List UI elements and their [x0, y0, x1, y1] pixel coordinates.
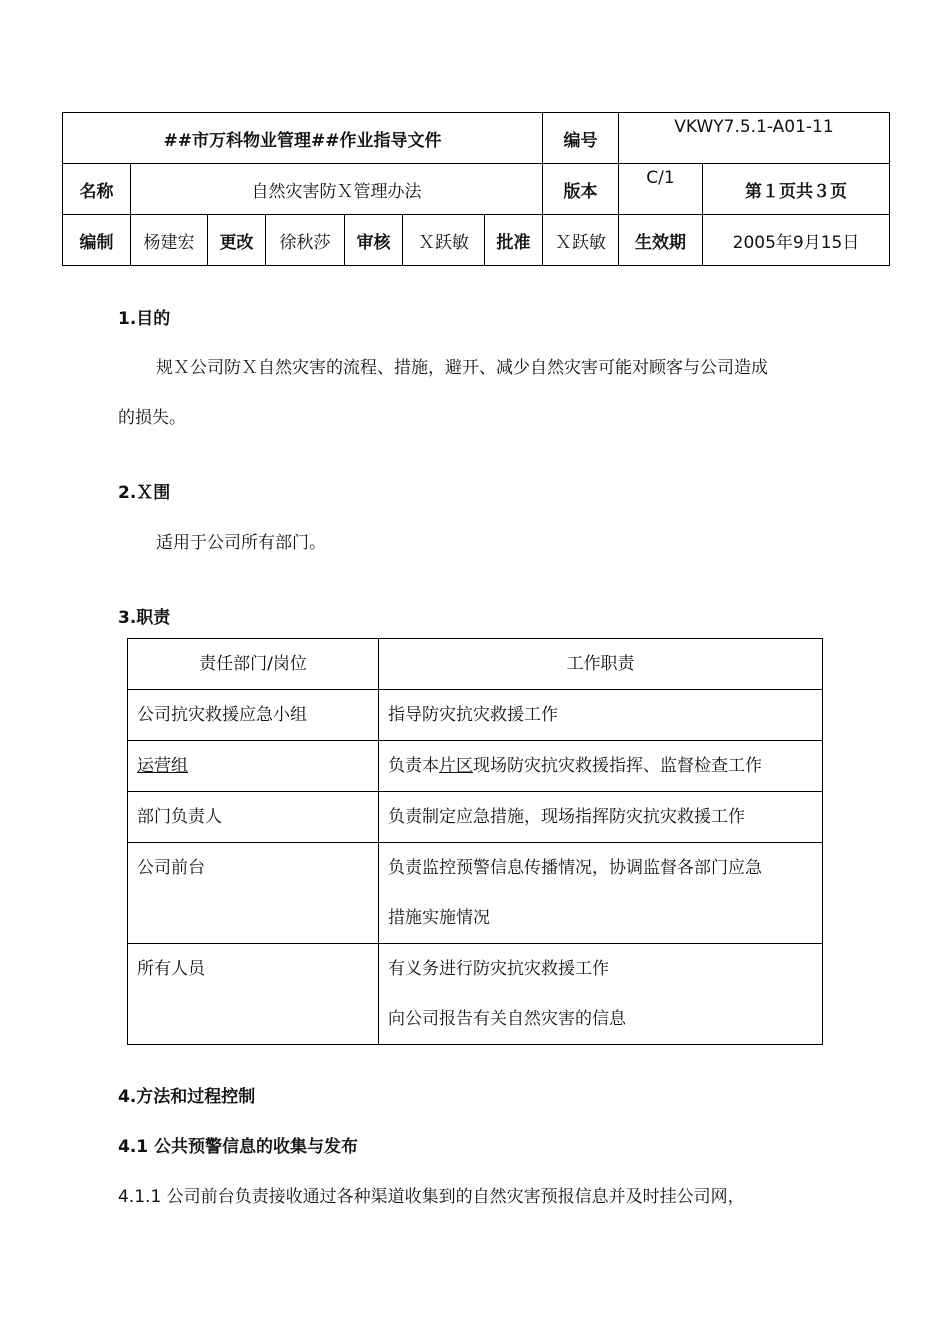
approve-label: 批准	[485, 215, 543, 266]
change-label: 更改	[208, 215, 266, 266]
col-header-duty: 工作职责	[566, 654, 635, 674]
col-header-dept: 责任部门/岗位	[199, 654, 307, 674]
code-label: 编号	[543, 113, 619, 164]
page-info: 第１页共３页	[703, 164, 890, 215]
approve-value: Ｘ跃敏	[543, 215, 619, 266]
section-4-1-heading: 4.1 公共预警信息的收集与发布	[118, 1137, 359, 1157]
section-1-heading: 1.目的	[118, 309, 171, 329]
table-header-row	[128, 639, 823, 690]
dept-cell: 部门负责人	[137, 807, 222, 827]
duty-cell: 负责本片区现场防灾抗灾救援指挥、监督检查工作	[388, 756, 762, 776]
code-value: VKWY7.5.1-A01-11	[619, 113, 890, 164]
name-value: 自然灾害防Ｘ管理办法	[131, 164, 543, 215]
section-4-1-1-text: 4.1.1 公司前台负责接收通过各种渠道收集到的自然灾害预报信息并及时挂公司网，	[118, 1187, 745, 1207]
section-2-text: 适用于公司所有部门。	[156, 533, 326, 553]
section-4-heading: 4.方法和过程控制	[118, 1087, 256, 1107]
doc-title: ##市万科物业管理##作业指导文件	[63, 113, 543, 164]
editor-label: 编制	[63, 215, 131, 266]
version-value: C/1	[619, 164, 703, 215]
dept-cell: 公司前台	[137, 858, 205, 878]
table-row	[128, 741, 823, 792]
duty-cell: 指导防灾抗灾救援工作	[388, 705, 558, 725]
effective-label: 生效期	[619, 215, 703, 266]
duty-cell: 负责制定应急措施，现场指挥防灾抗灾救援工作	[388, 807, 745, 827]
review-value: Ｘ跃敏	[403, 215, 485, 266]
dept-cell: 公司抗灾救援应急小组	[137, 705, 307, 725]
table-row	[128, 792, 823, 843]
effective-value: 2005年9月15日	[703, 215, 890, 266]
dept-cell: 运营组	[137, 756, 188, 776]
duty-cell: 负责监控预警信息传播情况，协调监督各部门应急	[388, 858, 762, 878]
section-1-text-line-2: 的损失。	[118, 408, 186, 428]
duty-cell-continued: 措施实施情况	[388, 908, 490, 928]
table-row	[128, 690, 823, 741]
table-row	[128, 944, 823, 1045]
name-label: 名称	[63, 164, 131, 215]
responsibility-table	[127, 638, 823, 1045]
duty-cell-continued: 向公司报告有关自然灾害的信息	[388, 1009, 626, 1029]
review-label: 审核	[345, 215, 403, 266]
editor-value: 杨建宏	[131, 215, 208, 266]
table-row	[128, 843, 823, 944]
section-2-heading: 2.Ｘ围	[118, 483, 171, 503]
section-1-text-line-1: 规Ｘ公司防Ｘ自然灾害的流程、措施，避开、减少自然灾害可能对顾客与公司造成	[156, 358, 768, 378]
version-label: 版本	[543, 164, 619, 215]
document-header-table	[62, 112, 890, 266]
change-value: 徐秋莎	[266, 215, 345, 266]
section-3-heading: 3.职责	[118, 608, 171, 628]
duty-cell: 有义务进行防灾抗灾救援工作	[388, 959, 609, 979]
dept-cell: 所有人员	[137, 959, 205, 979]
